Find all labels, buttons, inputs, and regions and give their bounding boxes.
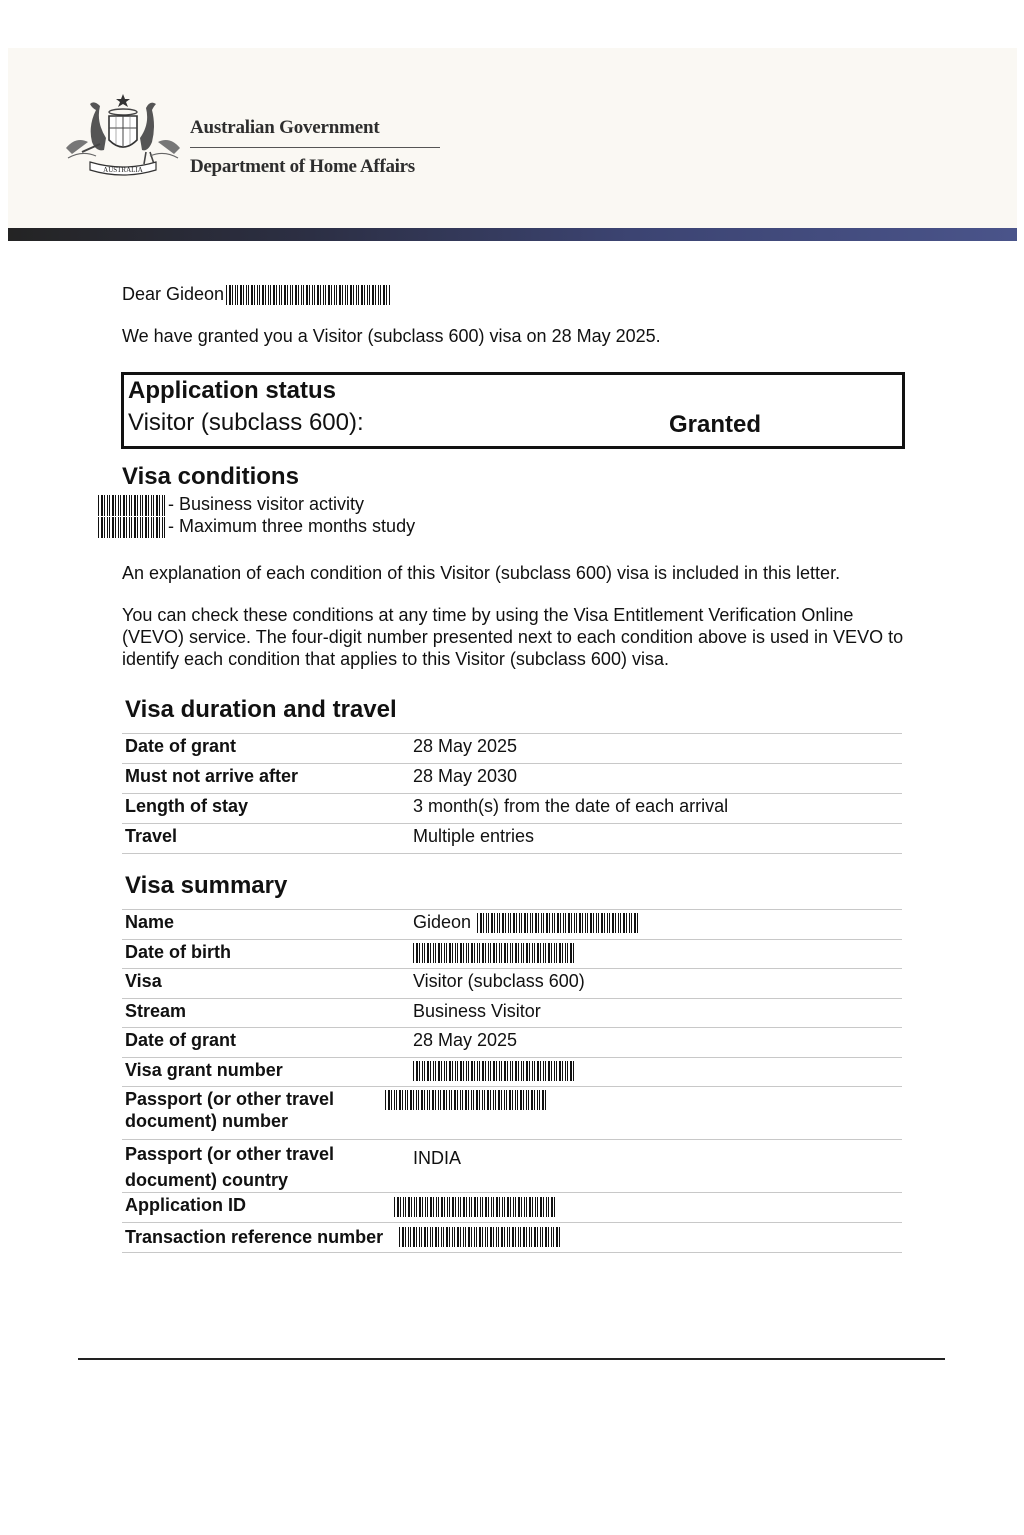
status-label: Visitor (subclass 600): — [128, 409, 364, 436]
row-label: Date of grant — [125, 1030, 237, 1050]
row-value — [385, 1088, 547, 1110]
letterhead-divider — [190, 147, 440, 148]
duration-table — [122, 733, 902, 854]
status-value: Granted — [669, 411, 762, 438]
redacted-grant-number — [413, 1061, 575, 1081]
summary-table — [122, 909, 902, 1253]
row-value: Business Visitor — [413, 1001, 541, 1021]
row-label: Passport (or other travel document) number — [125, 1089, 335, 1131]
table-row — [122, 733, 902, 763]
condition-text: - Maximum three months study — [168, 516, 416, 536]
conditions-heading: Visa conditions — [122, 463, 299, 490]
row-label: Application ID — [125, 1195, 246, 1215]
vevo-paragraph: You can check these conditions at any time by using the Visa Entitlement Verification Online (VEVO) service. The four-digit number presented next to each condition above is used in VEVO to identify each condition that applies to this Visitor (subclass 600) visa. — [122, 605, 904, 669]
summary-heading: Visa summary — [125, 872, 288, 899]
row-label: Transaction reference number — [125, 1227, 384, 1247]
table-row — [122, 1139, 902, 1192]
row-value: Visitor (subclass 600) — [413, 971, 585, 991]
coat-of-arms-icon — [62, 92, 184, 182]
row-value — [399, 1225, 561, 1247]
table-row — [122, 793, 902, 823]
footer-divider — [78, 1358, 945, 1360]
redacted-transaction-reference — [399, 1227, 561, 1247]
row-label: Passport (or other travel document) country — [125, 1144, 335, 1190]
row-label: Date of grant — [125, 736, 237, 756]
letterhead-bar — [8, 228, 1017, 241]
row-label: Date of birth — [125, 942, 231, 962]
row-value: Multiple entries — [413, 826, 535, 846]
duration-heading: Visa duration and travel — [125, 696, 397, 723]
row-value — [394, 1195, 556, 1217]
row-label: Stream — [125, 1001, 187, 1021]
government-name: Australian Government — [190, 117, 380, 138]
row-label: Name — [125, 912, 175, 932]
row-label: Visa — [125, 971, 162, 991]
row-label: Travel — [125, 826, 178, 846]
row-value: 28 May 2030 — [413, 766, 518, 786]
redacted-surname — [226, 285, 390, 305]
row-value — [413, 911, 639, 933]
table-row — [122, 1222, 902, 1253]
salutation-text: Dear Gideon — [122, 284, 225, 304]
table-row — [122, 968, 902, 998]
salutation — [122, 283, 390, 305]
name-value: Gideon — [413, 912, 472, 932]
application-status-box — [121, 372, 905, 449]
redacted-application-id — [394, 1197, 556, 1217]
condition-text: - Business visitor activity — [168, 494, 365, 514]
table-row — [122, 1027, 902, 1057]
row-label: Visa grant number — [125, 1060, 283, 1080]
table-row — [122, 1086, 902, 1139]
row-value — [413, 941, 575, 963]
redacted-condition-code — [98, 517, 166, 538]
condition-item — [98, 515, 415, 538]
table-row — [122, 909, 902, 939]
row-value — [413, 1059, 575, 1081]
table-row — [122, 1192, 902, 1222]
table-row — [122, 763, 902, 793]
department-name: Department of Home Affairs — [190, 156, 415, 177]
redacted-passport-number — [385, 1090, 547, 1110]
table-row — [122, 823, 902, 854]
table-row — [122, 939, 902, 968]
table-row — [122, 1057, 902, 1086]
intro-text: We have granted you a Visitor (subclass 600) visa on 28 May 2025. — [122, 326, 661, 346]
row-value: 28 May 2025 — [413, 736, 518, 756]
table-row — [122, 998, 902, 1027]
row-value: 3 month(s) from the date of each arrival — [413, 796, 729, 816]
conditions-explanation: An explanation of each condition of this Visitor (subclass 600) visa is included in this letter. — [122, 563, 841, 583]
redacted-condition-code — [98, 495, 166, 516]
row-label: Must not arrive after — [125, 766, 299, 786]
redacted-date-of-birth — [413, 943, 575, 963]
redacted-surname — [477, 913, 639, 933]
crest-scroll-text: AUSTRALIA — [103, 166, 143, 174]
row-value: INDIA — [413, 1148, 462, 1168]
condition-item — [98, 493, 364, 516]
row-value: 28 May 2025 — [413, 1030, 518, 1050]
row-label: Length of stay — [125, 796, 249, 816]
status-title: Application status — [128, 377, 337, 404]
